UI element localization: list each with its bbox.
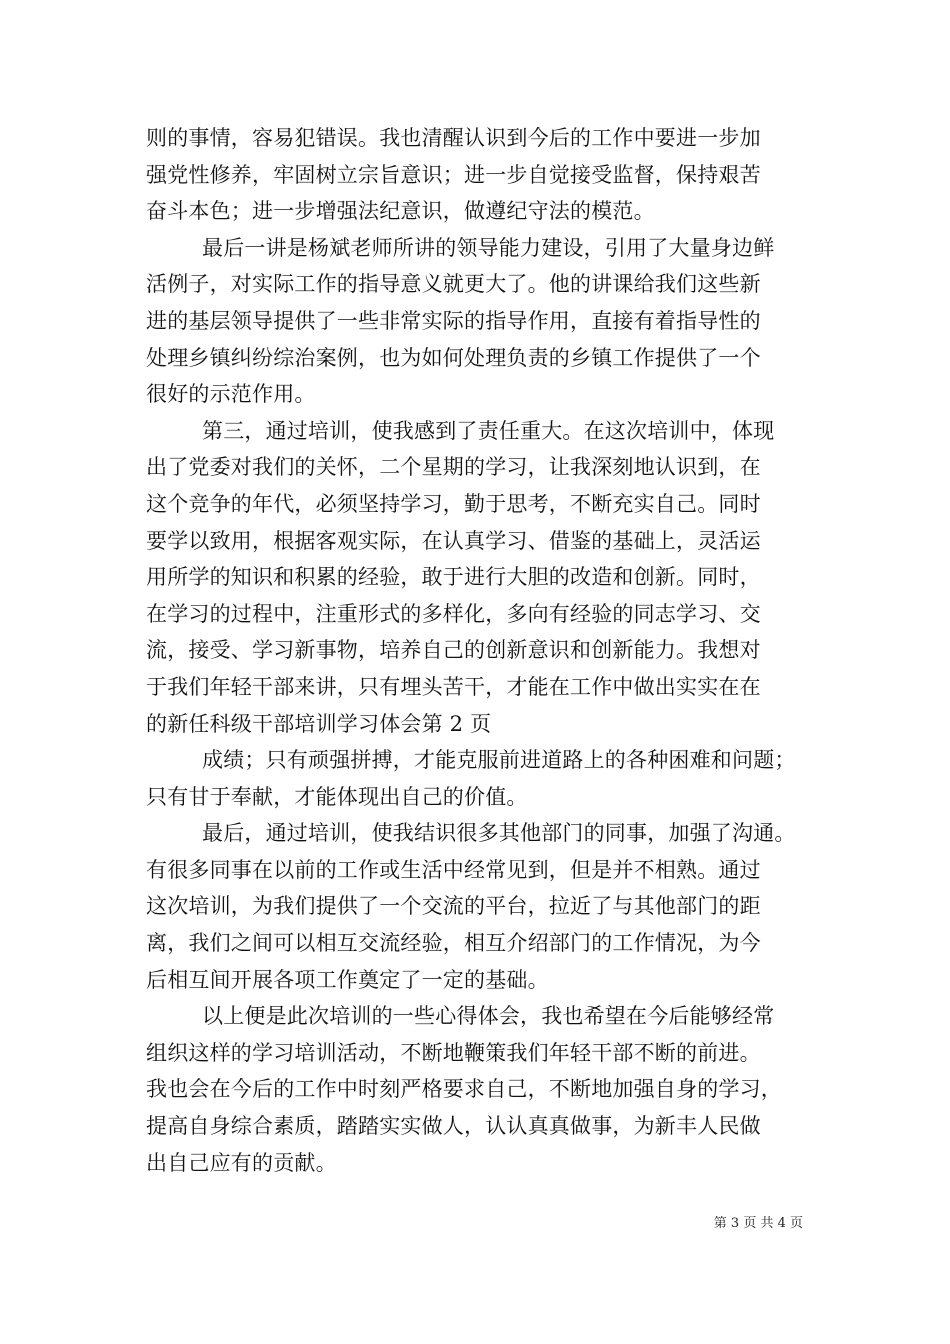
paragraph-start-line: 第三，通过培训，使我感到了责任重大。在这次培训中，体现: [202, 418, 775, 443]
text-line: 要学以致用，根据客观实际，在认真学习、借鉴的基础上，灵活运: [146, 528, 761, 553]
paragraph-start-line: 最后一讲是杨斌老师所讲的领导能力建设，引用了大量身边鲜: [202, 235, 775, 260]
text-line: 有很多同事在以前的工作或生活中经常见到，但是并不相熟。通过: [146, 857, 761, 882]
text-line: 这次培训，为我们提供了一个交流的平台，拉近了与其他部门的距: [146, 894, 761, 919]
text-line: 这个竞争的年代，必须坚持学习，勤于思考，不断充实自己。同时: [146, 491, 761, 516]
text-line: 于我们年轻干部来讲，只有埋头苦干，才能在工作中做出实实在在: [146, 674, 761, 699]
text-line: 在学习的过程中，注重形式的多样化，多向有经验的同志学习、交: [146, 601, 761, 626]
text-line: 奋斗本色；进一步增强法纪意识，做遵纪守法的模范。: [146, 199, 655, 224]
paragraph-start-line: 成绩；只有顽强拼搏，才能克服前进道路上的各种困难和问题；: [202, 748, 796, 773]
text-line: 强党性修养，牢固树立宗旨意识；进一步自觉接受监督，保持艰苦: [146, 162, 761, 187]
page-number-footer: 第 3 页 共 4 页: [713, 1216, 803, 1231]
text-line: 提高自身综合素质，踏踏实实做人，认认真真做事，为新丰人民做: [146, 1114, 761, 1139]
text-line: 只有甘于奉献，才能体现出自己的价值。: [146, 784, 528, 809]
text-line: 则的事情，容易犯错误。我也清醒认识到今后的工作中要进一步加: [146, 126, 761, 150]
text-line: 的新任科级干部培训学习体会第 2 页: [146, 711, 492, 736]
text-line: 处理乡镇纠纷综治案例，也为如何处理负责的乡镇工作提供了一个: [146, 345, 761, 370]
text-line: 组织这样的学习培训活动，不断地鞭策我们年轻干部不断的前进。: [146, 1040, 761, 1065]
text-line: 活例子，对实际工作的指导意义就更大了。他的讲课给我们这些新: [146, 272, 761, 297]
text-line: 进的基层领导提供了一些非常实际的指导作用，直接有着指导性的: [146, 308, 761, 333]
text-line: 用所学的知识和积累的经验，敢于进行大胆的改造和创新。同时，: [146, 565, 761, 590]
text-line: 流，接受、学习新事物，培养自己的创新意识和创新能力。我想对: [146, 638, 761, 663]
text-line: 很好的示范作用。: [146, 382, 316, 407]
body-text: [146, 120, 811, 1181]
text-line: 后相互间开展各项工作奠定了一定的基础。: [146, 967, 549, 992]
text-line: 离，我们之间可以相互交流经验，相互介绍部门的工作情况，为今: [146, 931, 761, 956]
paragraph-start-line: 最后，通过培训，使我结识很多其他部门的同事，加强了沟通。: [202, 821, 796, 846]
text-line: 出自己应有的贡献。: [146, 1150, 337, 1175]
text-line: 我也会在今后的工作中时刻严格要求自己，不断地加强自身的学习，: [146, 1077, 782, 1102]
paragraph-start-line: 以上便是此次培训的一些心得体会，我也希望在今后能够经常: [202, 1004, 775, 1029]
text-line: 出了党委对我们的关怀，二个星期的学习，让我深刻地认识到，在: [146, 455, 761, 480]
